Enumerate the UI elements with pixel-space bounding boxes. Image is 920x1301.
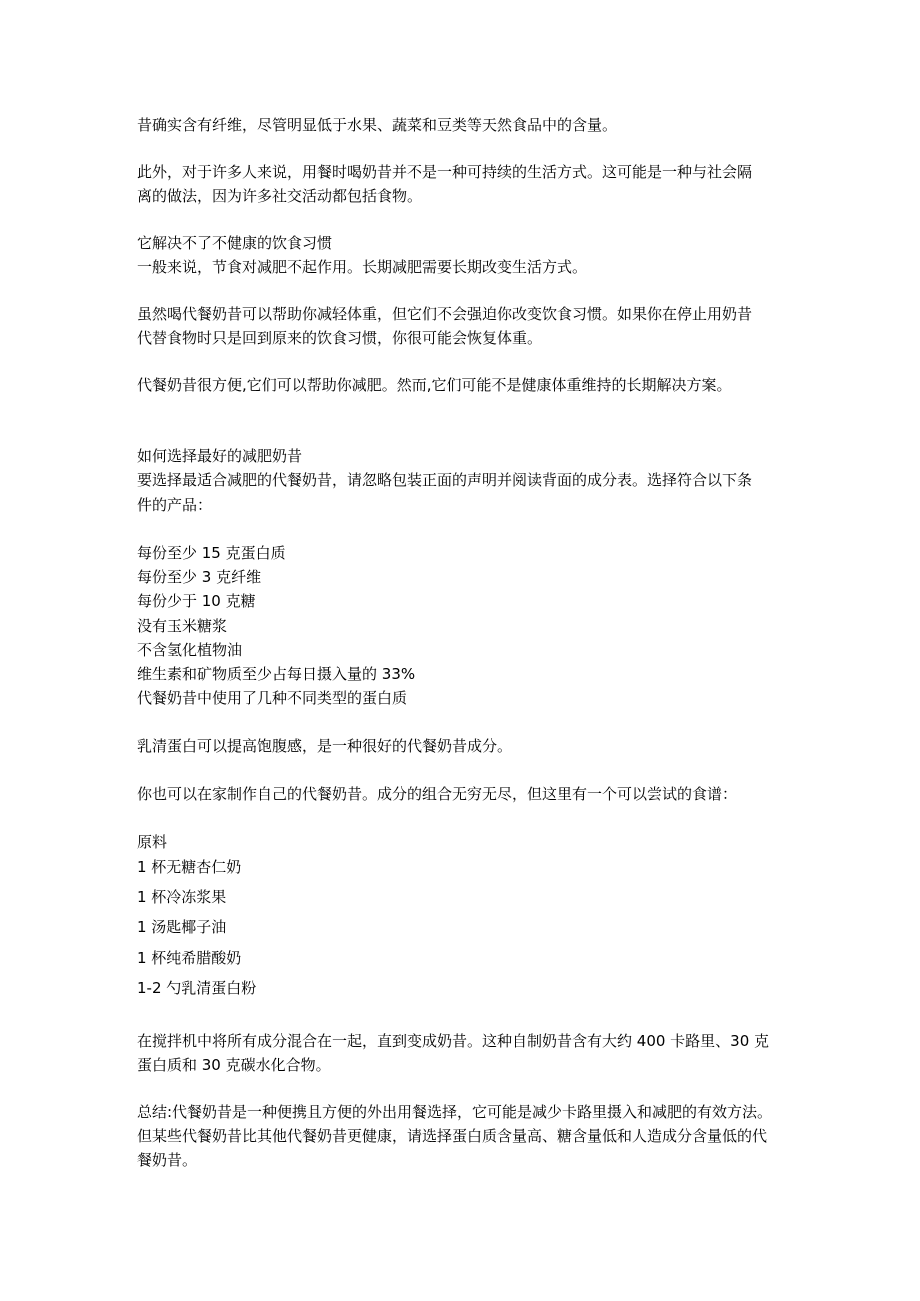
paragraph-blend-line-1: 在搅拌机中将所有成分混合在一起，直到变成奶昔。这种自制奶昔含有大约 400 卡路里、30 克 xyxy=(137,1032,770,1050)
paragraph-habits-line-1: 虽然喝代餐奶昔可以帮助你减轻体重，但它们不会强迫你改变饮食习惯。如果你在停止用奶昔 xyxy=(137,305,753,323)
criteria-item: 没有玉米糖浆 xyxy=(137,617,228,635)
ingredient-item: 1 汤匙椰子油 xyxy=(137,918,227,936)
criteria-item: 代餐奶昔中使用了几种不同类型的蛋白质 xyxy=(137,689,408,707)
criteria-item: 维生素和矿物质至少占每日摄入量的 33% xyxy=(137,665,416,683)
heading-unhealthy-habits: 它解决不了不健康的饮食习惯 xyxy=(137,234,333,252)
ingredient-item: 1-2 勺乳清蛋白粉 xyxy=(137,979,257,997)
paragraph-blend-line-2: 蛋白质和 30 克碳水化合物。 xyxy=(137,1056,331,1074)
ingredient-item: 1 杯纯希腊酸奶 xyxy=(137,949,242,967)
criteria-item: 不含氢化植物油 xyxy=(137,641,243,659)
heading-how-to-choose: 如何选择最好的减肥奶昔 xyxy=(137,447,303,465)
ingredient-item: 1 杯无糖杏仁奶 xyxy=(137,858,242,876)
paragraph-dieting: 一般来说，节食对减肥不起作用。长期减肥需要长期改变生活方式。 xyxy=(137,258,588,276)
paragraph-whey: 乳清蛋白可以提高饱腹感，是一种很好的代餐奶昔成分。 xyxy=(137,737,513,755)
paragraph-homemade: 你也可以在家制作自己的代餐奶昔。成分的组合无穷无尽，但这里有一个可以尝试的食谱： xyxy=(137,785,738,803)
paragraph-choose-line-1: 要选择最适合减肥的代餐奶昔，请忽略包装正面的声明并阅读背面的成分表。选择符合以下条 xyxy=(137,471,753,489)
paragraph-convenience: 代餐奶昔很方便,它们可以帮助你减肥。然而,它们可能不是健康体重维持的长期解决方案。 xyxy=(137,376,732,394)
summary-line-1: 总结:代餐奶昔是一种便携且方便的外出用餐选择，它可能是减少卡路里摄入和减肥的有效方法。 xyxy=(137,1103,773,1121)
paragraph-fiber: 昔确实含有纤维，尽管明显低于水果、蔬菜和豆类等天然食品中的含量。 xyxy=(137,116,618,134)
paragraph-habits-line-2: 代替食物时只是回到原来的饮食习惯，你很可能会恢复体重。 xyxy=(137,329,543,347)
criteria-item: 每份至少 3 克纤维 xyxy=(137,568,262,586)
summary-line-3: 餐奶昔。 xyxy=(137,1151,198,1169)
ingredients-heading: 原料 xyxy=(137,833,168,851)
ingredient-item: 1 杯冷冻浆果 xyxy=(137,888,227,906)
criteria-item: 每份至少 15 克蛋白质 xyxy=(137,544,286,562)
summary-line-2: 但某些代餐奶昔比其他代餐奶昔更健康，请选择蛋白质含量高、糖含量低和人造成分含量低的代 xyxy=(137,1127,768,1145)
paragraph-social-line-2: 离的做法，因为许多社交活动都包括食物。 xyxy=(137,187,423,205)
criteria-item: 每份少于 10 克糖 xyxy=(137,592,256,610)
paragraph-choose-line-2: 件的产品： xyxy=(137,496,213,514)
paragraph-social-line-1: 此外，对于许多人来说，用餐时喝奶昔并不是一种可持续的生活方式。这可能是一种与社会隔 xyxy=(137,163,753,181)
